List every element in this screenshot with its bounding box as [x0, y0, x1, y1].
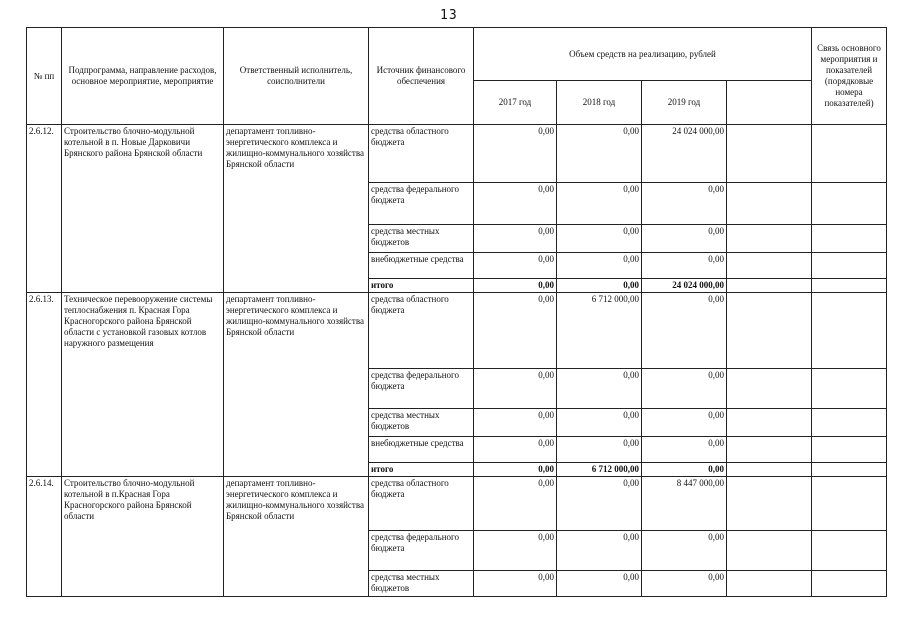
row-link [812, 409, 887, 437]
row-value-y2019: 0,00 [642, 225, 727, 253]
header-year-2018: 2018 год [557, 81, 642, 125]
row-source: средства федерального бюджета [369, 183, 474, 225]
row-code: 2.6.14. [27, 477, 62, 597]
row-link [812, 293, 887, 369]
header-program: Подпрограмма, направление расходов, основное мероприятие, мероприятие [62, 28, 224, 125]
row-code: 2.6.13. [27, 293, 62, 477]
row-value-y2018: 0,00 [557, 253, 642, 279]
row-empty-value [727, 225, 812, 253]
row-link [812, 531, 887, 571]
page-number: 13 [440, 8, 458, 23]
row-empty-value [727, 477, 812, 531]
row-empty-value [727, 293, 812, 369]
row-empty-value [727, 463, 812, 477]
row-value-y2018: 0,00 [557, 369, 642, 409]
row-value-y2017: 0,00 [474, 437, 557, 463]
row-value-y2017: 0,00 [474, 571, 557, 597]
row-link [812, 279, 887, 293]
row-link [812, 183, 887, 225]
row-link [812, 437, 887, 463]
row-value-y2017: 0,00 [474, 463, 557, 477]
row-value-y2019: 0,00 [642, 571, 727, 597]
row-value-y2019: 0,00 [642, 293, 727, 369]
row-link [812, 571, 887, 597]
row-executor: департамент топливно-энергетического комплекса и жилищно-коммунального хозяйства Брянской области [224, 477, 369, 597]
row-program: Техническое перевооружение системы теплоснабжения п. Красная Гора Красногорского района Брянской области с установкой газовых котлов наружного размещения [62, 293, 224, 477]
row-program: Строительство блочно-модульной котельной в п. Новые Дарковичи Брянского района Брянской области [62, 125, 224, 293]
row-value-y2018: 0,00 [557, 125, 642, 183]
row-link [812, 225, 887, 253]
row-link [812, 477, 887, 531]
row-source: внебюджетные средства [369, 437, 474, 463]
header-volume: Объем средств на реализацию, рублей [474, 28, 812, 81]
row-source: внебюджетные средства [369, 253, 474, 279]
row-value-y2018: 0,00 [557, 183, 642, 225]
row-value-y2017: 0,00 [474, 531, 557, 571]
header-year-2019: 2019 год [642, 81, 727, 125]
row-program: Строительство блочно-модульной котельной в п.Красная Гора Красногорского района Брянской области [62, 477, 224, 597]
row-empty-value [727, 571, 812, 597]
row-value-y2018: 0,00 [557, 571, 642, 597]
row-value-y2017: 0,00 [474, 253, 557, 279]
row-value-y2017: 0,00 [474, 409, 557, 437]
row-value-y2017: 0,00 [474, 293, 557, 369]
row-value-y2018: 0,00 [557, 437, 642, 463]
row-link [812, 125, 887, 183]
header-executor: Ответственный исполнитель, соисполнители [224, 28, 369, 125]
row-value-y2019: 0,00 [642, 437, 727, 463]
row-empty-value [727, 409, 812, 437]
row-empty-value [727, 183, 812, 225]
header-source: Источник финансового обеспечения [369, 28, 474, 125]
row-executor: департамент топливно-энергетического комплекса и жилищно-коммунального хозяйства Брянской области [224, 293, 369, 477]
row-value-y2019: 24 024 000,00 [642, 125, 727, 183]
row-value-y2018: 6 712 000,00 [557, 293, 642, 369]
row-source: средства местных бюджетов [369, 409, 474, 437]
row-value-y2018: 0,00 [557, 279, 642, 293]
row-value-y2018: 0,00 [557, 531, 642, 571]
row-source: средства местных бюджетов [369, 571, 474, 597]
row-value-y2018: 0,00 [557, 409, 642, 437]
row-code: 2.6.12. [27, 125, 62, 293]
header-num: № пп [27, 28, 62, 125]
row-link [812, 463, 887, 477]
table-row [27, 125, 887, 183]
header-link: Связь основного мероприятия и показателей (порядковые номера показателей) [812, 28, 887, 125]
row-source: итого [369, 279, 474, 293]
row-source: средства областного бюджета [369, 293, 474, 369]
row-source: средства федерального бюджета [369, 531, 474, 571]
row-empty-value [727, 279, 812, 293]
row-value-y2019: 0,00 [642, 369, 727, 409]
header-year-2017: 2017 год [474, 81, 557, 125]
row-link [812, 369, 887, 409]
row-empty-value [727, 531, 812, 571]
row-value-y2019: 0,00 [642, 253, 727, 279]
row-value-y2019: 24 024 000,00 [642, 279, 727, 293]
row-source: итого [369, 463, 474, 477]
row-source: средства областного бюджета [369, 477, 474, 531]
row-value-y2019: 0,00 [642, 409, 727, 437]
row-link [812, 253, 887, 279]
row-empty-value [727, 369, 812, 409]
row-empty-value [727, 437, 812, 463]
row-value-y2017: 0,00 [474, 477, 557, 531]
table-row [27, 293, 887, 369]
row-value-y2017: 0,00 [474, 183, 557, 225]
row-value-y2019: 0,00 [642, 463, 727, 477]
table-row [27, 477, 887, 531]
row-value-y2019: 0,00 [642, 183, 727, 225]
row-empty-value [727, 125, 812, 183]
row-value-y2017: 0,00 [474, 279, 557, 293]
row-value-y2019: 0,00 [642, 531, 727, 571]
header-empty [727, 81, 812, 125]
row-value-y2018: 6 712 000,00 [557, 463, 642, 477]
row-value-y2017: 0,00 [474, 369, 557, 409]
funding-table [26, 27, 887, 597]
row-value-y2017: 0,00 [474, 125, 557, 183]
table-body [27, 125, 887, 597]
row-source: средства областного бюджета [369, 125, 474, 183]
row-value-y2017: 0,00 [474, 225, 557, 253]
row-source: средства федерального бюджета [369, 369, 474, 409]
row-empty-value [727, 253, 812, 279]
row-value-y2018: 0,00 [557, 477, 642, 531]
row-source: средства местных бюджетов [369, 225, 474, 253]
row-value-y2018: 0,00 [557, 225, 642, 253]
row-executor: департамент топливно-энергетического комплекса и жилищно-коммунального хозяйства Брянской области [224, 125, 369, 293]
row-value-y2019: 8 447 000,00 [642, 477, 727, 531]
